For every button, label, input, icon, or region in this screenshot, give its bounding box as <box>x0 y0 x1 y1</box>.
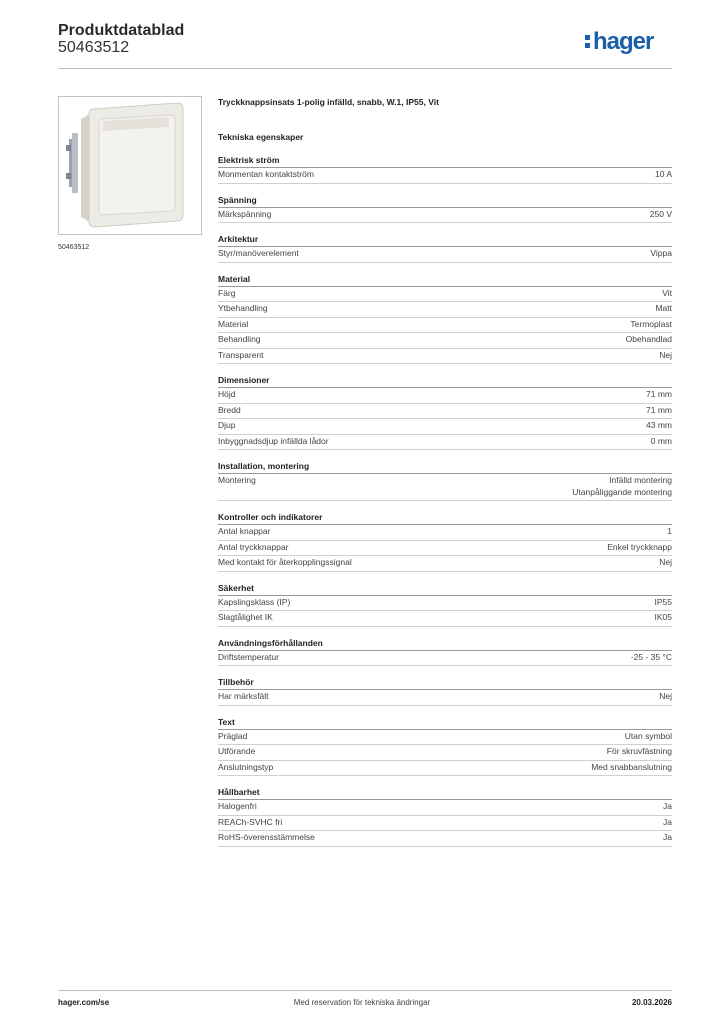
spec-section-title: Arkitektur <box>218 233 672 247</box>
spec-row <box>218 247 672 263</box>
spec-section-title: Kontroller och indikatorer <box>218 511 672 525</box>
spec-section <box>218 786 672 847</box>
spec-label: Höjd <box>218 389 236 399</box>
spec-value-line: 10 A <box>654 169 672 179</box>
spec-row <box>218 388 672 404</box>
spec-value <box>659 557 672 569</box>
spec-section <box>218 273 672 365</box>
spec-value-line: Ja <box>663 801 672 811</box>
spec-label: Antal tryckknappar <box>218 541 289 552</box>
spec-label: Bredd <box>218 404 241 415</box>
spec-value <box>663 817 672 829</box>
spec-value-line: Utanpåliggande montering <box>572 486 672 497</box>
spec-row <box>218 556 672 572</box>
spec-label: REACh-SVHC fri <box>218 816 283 827</box>
spec-label: Behandling <box>218 334 261 344</box>
image-caption: 50463512 <box>58 244 90 251</box>
spec-label: Ytbehandling <box>218 303 268 313</box>
spec-section-title: Elektrisk ström <box>218 154 672 168</box>
hager-logo-icon <box>584 27 672 57</box>
spec-label: Med kontakt för återkopplingssignal <box>218 557 352 567</box>
product-description: Tryckknappsinsats 1-polig infälld, snabb, W.1, IP55, Vit <box>218 97 439 107</box>
spec-row <box>218 541 672 557</box>
spec-section <box>218 154 672 184</box>
spec-value-line: -25 - 35 °C <box>630 651 672 662</box>
spec-row <box>218 730 672 746</box>
spec-value-line: Obehandlad <box>625 334 672 344</box>
spec-row <box>218 208 672 224</box>
spec-value-line: 71 mm <box>646 404 672 415</box>
spec-value <box>646 389 672 401</box>
spec-section <box>218 374 672 450</box>
spec-value <box>663 801 672 813</box>
spec-value <box>591 762 672 774</box>
footer-website: hager.com/se <box>58 998 110 1007</box>
spec-label: Märkspänning <box>218 208 272 219</box>
spec-section <box>218 637 672 667</box>
spec-label: RoHS-överensstämmelse <box>218 832 315 842</box>
spec-label: Transparent <box>218 349 264 360</box>
spec-value-line: IK05 <box>654 612 672 622</box>
spec-value-line: Nej <box>659 691 672 701</box>
spec-value-line: 0 mm <box>650 435 672 446</box>
spec-section-title: Säkerhet <box>218 582 672 596</box>
spec-row <box>218 333 672 349</box>
spec-value <box>663 832 672 844</box>
spec-row <box>218 651 672 667</box>
spec-row <box>218 318 672 334</box>
spec-section-title: Hållbarhet <box>218 786 672 800</box>
spec-row <box>218 816 672 832</box>
spec-value-line: 43 mm <box>646 420 672 430</box>
spec-value <box>630 319 672 331</box>
spec-value <box>631 652 672 664</box>
spec-value <box>572 475 672 498</box>
document-title: Produktdatablad <box>58 22 185 39</box>
spec-value <box>607 746 672 758</box>
spec-section <box>218 676 672 706</box>
spec-value-line: Vippa <box>650 248 672 258</box>
spec-value <box>655 303 672 315</box>
spec-row <box>218 419 672 435</box>
spec-value <box>646 420 672 432</box>
spec-section <box>218 511 672 572</box>
spec-value <box>650 248 672 260</box>
spec-row <box>218 525 672 541</box>
footer-date: 20.03.2026 <box>631 998 672 1007</box>
spec-row <box>218 349 672 365</box>
spec-row <box>218 302 672 318</box>
spec-row <box>218 800 672 816</box>
spec-value-line: Enkel tryckknapp <box>607 541 672 552</box>
spec-row <box>218 596 672 612</box>
spec-section-title: Text <box>218 716 672 730</box>
spec-value <box>651 436 672 448</box>
spec-value-line: Termoplast <box>630 318 672 329</box>
spec-section-title: Spänning <box>218 194 672 208</box>
spec-label: Montering <box>218 475 256 485</box>
spec-section-title: Material <box>218 273 672 287</box>
spec-section-title: Tillbehör <box>218 676 672 690</box>
product-image <box>58 96 202 235</box>
spec-label: Styr/manöverelement <box>218 248 299 258</box>
technical-properties-heading: Tekniska egenskaper <box>218 132 304 142</box>
spec-label: Djup <box>218 420 236 430</box>
spec-section-title: Dimensioner <box>218 374 672 388</box>
hager-logo <box>584 27 672 57</box>
spec-label: Anslutningstyp <box>218 761 274 772</box>
spec-value-line: Utan symbol <box>624 730 672 741</box>
spec-row <box>218 168 672 184</box>
spec-label: Kapslingsklass (IP) <box>218 596 291 607</box>
spec-row <box>218 761 672 777</box>
spec-label: Färg <box>218 287 236 298</box>
spec-label: Inbyggnadsdjup infällda lådor <box>218 435 329 446</box>
spec-section-title: Installation, montering <box>218 460 672 474</box>
spec-section-title: Användningsförhållanden <box>218 637 672 651</box>
spec-value <box>655 169 672 181</box>
spec-value <box>626 334 672 346</box>
spec-value <box>650 209 672 221</box>
spec-section <box>218 716 672 777</box>
push-button-product-icon <box>59 97 201 234</box>
spec-value-line: Infälld montering <box>609 475 672 485</box>
spec-row <box>218 745 672 761</box>
spec-row <box>218 611 672 627</box>
specification-content <box>218 95 672 847</box>
spec-row <box>218 435 672 451</box>
spec-value <box>655 597 673 609</box>
spec-value <box>646 405 672 417</box>
spec-row <box>218 831 672 847</box>
spec-value-line: Nej <box>659 557 672 567</box>
spec-value-line: Matt <box>655 303 672 313</box>
spec-row <box>218 287 672 303</box>
spec-section <box>218 582 672 627</box>
spec-value-line: Ja <box>663 832 672 842</box>
spec-value-line: IP55 <box>654 596 672 607</box>
footer-divider <box>58 990 672 991</box>
spec-value-line: Nej <box>659 349 672 360</box>
spec-row <box>218 690 672 706</box>
spec-value <box>625 731 672 743</box>
spec-row <box>218 404 672 420</box>
spec-value <box>659 350 672 362</box>
spec-value-line: Vit <box>662 287 672 298</box>
product-number: 50463512 <box>58 39 130 56</box>
spec-value <box>667 526 672 538</box>
spec-label: Halogenfri <box>218 801 257 811</box>
spec-value <box>607 542 672 554</box>
spec-value <box>655 612 673 624</box>
spec-label: Material <box>218 318 249 329</box>
spec-label: Utförande <box>218 746 256 756</box>
spec-value <box>662 288 672 300</box>
spec-section <box>218 233 672 263</box>
spec-section <box>218 194 672 224</box>
spec-label: Monmentan kontaktström <box>218 169 314 179</box>
spec-label: Präglad <box>218 730 248 741</box>
spec-value-line: 250 V <box>649 208 672 219</box>
header-divider <box>58 68 672 69</box>
spec-row <box>218 474 672 501</box>
spec-value-line: 1 <box>667 526 672 536</box>
spec-value-line: Med snabbanslutning <box>591 761 672 772</box>
spec-label: Har märksfält <box>218 691 269 701</box>
spec-section <box>218 460 672 501</box>
spec-label: Slagtålighet IK <box>218 612 273 622</box>
spec-value-line: Ja <box>663 816 672 827</box>
logo-text: hager <box>593 28 654 55</box>
footer-disclaimer: Med reservation för tekniska ändringar <box>293 998 431 1007</box>
spec-value <box>659 691 672 703</box>
specification-sections <box>218 154 672 847</box>
spec-value-line: För skruvfästning <box>606 746 672 756</box>
spec-value-line: 71 mm <box>646 389 672 399</box>
spec-label: Driftstemperatur <box>218 651 279 662</box>
spec-label: Antal knappar <box>218 526 271 536</box>
